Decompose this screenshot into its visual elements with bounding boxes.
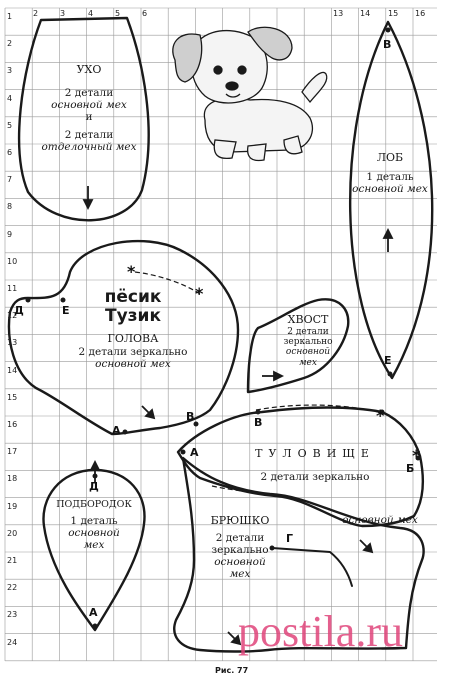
- row-label: 24: [7, 637, 18, 647]
- col-label: 15: [388, 9, 399, 18]
- tail-title: ХВОСТ: [287, 313, 329, 326]
- forehead-piece-outline: [350, 22, 432, 378]
- row-label: 6: [7, 148, 13, 157]
- tail-line2: зеркально: [283, 336, 333, 347]
- belly-line2: зеркально: [211, 543, 269, 556]
- belly-line1: 2 детали: [215, 531, 265, 544]
- row-label: 3: [7, 66, 13, 76]
- row-label: 21: [7, 556, 18, 565]
- tail-line3: основной: [285, 347, 331, 358]
- forehead-line2: основной мех: [352, 182, 428, 195]
- ear-title: УХО: [76, 63, 102, 76]
- ear-line1: 2 детали: [64, 86, 114, 99]
- tail-line1: 2 детали: [287, 326, 329, 337]
- belly-line4: мех: [229, 567, 251, 580]
- star-head-2: *: [195, 284, 204, 303]
- point-g-belly: Г: [286, 532, 294, 545]
- col-label: 2: [33, 9, 39, 18]
- dog-name-line1: пёсик: [104, 287, 162, 307]
- col-label: 6: [142, 9, 148, 18]
- point-a-head: А: [112, 424, 121, 437]
- chin-line1: 1 деталь: [70, 514, 118, 527]
- forehead-title: ЛОБ: [376, 151, 404, 164]
- star-body-1: *: [376, 406, 385, 425]
- forehead-line1: 1 деталь: [366, 170, 414, 183]
- star-head-1: *: [127, 262, 136, 281]
- col-label: 3: [60, 9, 66, 18]
- point-e-forehead: Е: [384, 354, 392, 367]
- dog-name-line2: Тузик: [104, 305, 161, 326]
- point-e-head: Е: [62, 304, 70, 317]
- point-b-body: Б: [406, 462, 415, 475]
- chin-title: ПОДБОРОДОК: [56, 499, 132, 510]
- point-d-chin: Д: [89, 480, 99, 493]
- point-v-forehead: В: [383, 38, 392, 51]
- head-label: [58, 333, 208, 370]
- col-label: 4: [88, 9, 94, 18]
- row-label: 7: [7, 175, 13, 185]
- forehead-label: [345, 152, 435, 195]
- row-label: 19: [7, 501, 18, 511]
- belly-label: [200, 515, 280, 580]
- body-label: [230, 448, 400, 483]
- row-label: 10: [7, 256, 18, 266]
- row-label: 12: [7, 311, 18, 321]
- row-label: 1: [7, 12, 13, 21]
- row-label: 2: [7, 39, 13, 49]
- ear-line5: отделочный мех: [41, 140, 137, 153]
- tail-grain-arrow: [262, 372, 282, 380]
- belly-leg-seam: [272, 548, 352, 586]
- ear-line2: основной мех: [51, 98, 127, 111]
- watermark: postila.ru: [238, 607, 403, 656]
- col-label: 5: [115, 9, 121, 18]
- row-label: 5: [7, 120, 13, 130]
- point-v-head: В: [186, 410, 195, 423]
- col-label: 13: [333, 9, 344, 18]
- belly-line3: основной: [214, 555, 266, 568]
- head-line2: основной мех: [95, 357, 171, 370]
- row-label: 8: [7, 202, 13, 212]
- row-label: 11: [7, 284, 18, 293]
- chin-grain-arrow: [91, 462, 99, 482]
- point-v-body: В: [254, 416, 263, 429]
- dog-name: [90, 288, 176, 325]
- tail-label: [276, 314, 340, 368]
- ear-grain-arrow: [84, 186, 92, 208]
- body-line2: основной мех: [342, 514, 418, 526]
- belly-title: БРЮШКО: [210, 514, 270, 527]
- row-label: 18: [7, 474, 18, 484]
- row-label: 15: [7, 392, 18, 402]
- row-label: 17: [7, 447, 18, 457]
- row-label: 9: [7, 229, 13, 239]
- ear-label: [40, 64, 138, 153]
- puppy-illustration: [173, 27, 327, 160]
- row-label: 23: [7, 610, 18, 620]
- ear-line3: и: [85, 110, 93, 123]
- col-label: 14: [360, 9, 371, 18]
- row-label: 20: [7, 528, 18, 538]
- body-line1: 2 детали зеркально: [260, 470, 370, 483]
- head-line1: 2 детали зеркально: [78, 345, 188, 358]
- point-a-body: А: [190, 446, 199, 459]
- chin-label: [44, 500, 144, 551]
- body-title: ТУЛОВИЩЕ: [255, 447, 375, 460]
- star-body-2: *: [412, 446, 421, 465]
- chin-line2: основной: [68, 526, 120, 539]
- point-a-chin: А: [89, 606, 98, 619]
- row-label: 16: [7, 420, 18, 429]
- head-title: ГОЛОВА: [107, 332, 159, 345]
- point-d-head: Д: [14, 304, 24, 317]
- belly-grain-arrow: [360, 540, 372, 552]
- ear-line4: 2 детали: [64, 128, 114, 141]
- row-label: 22: [7, 583, 18, 593]
- row-label: 14: [7, 365, 18, 375]
- chin-line3: мех: [83, 539, 105, 552]
- forehead-grain-arrow: [384, 230, 392, 252]
- col-label: 16: [415, 9, 426, 18]
- figure-caption: Рис. 77: [215, 666, 249, 675]
- tail-line4: мех: [299, 357, 317, 368]
- row-label: 4: [7, 93, 13, 103]
- row-label: 13: [7, 338, 18, 348]
